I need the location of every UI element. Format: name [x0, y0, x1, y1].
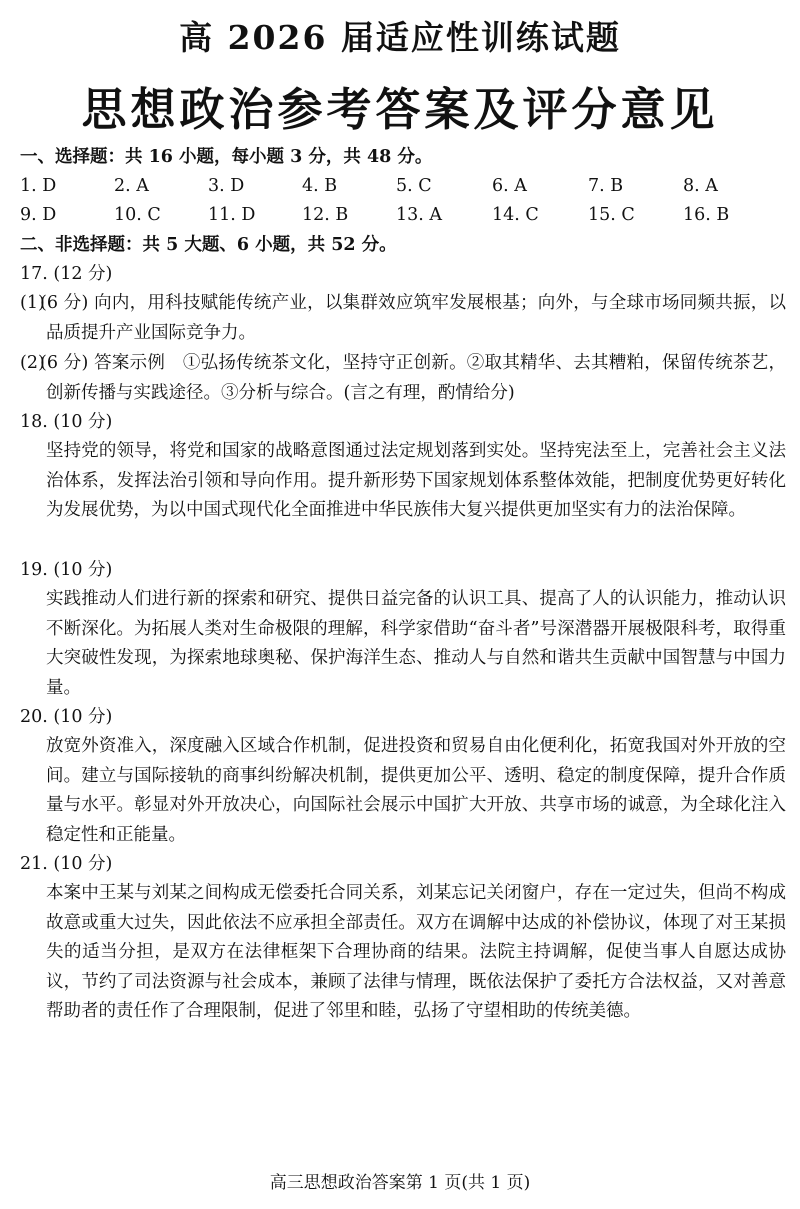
answer-item: 9. D — [20, 205, 57, 225]
q19-answer: 实践推动人们进行新的探索和研究、提供日益完备的认识工具、提高了人的认识能力，推动认识不断深化。为拓展人类对生命极限的理解，科学家借助“奋斗者”号深潜器开展极限科考，取得重大突破性发现，为探索地球奥秘、保护海洋生态、推动人与自然和谐共生贡献中国智慧与中国力量。 — [46, 589, 786, 698]
q21-label: 21. (10 分) — [20, 854, 113, 874]
q17-part1-text: (6 分) 向内，用科技赋能传统产业，以集群效应筑牢发展根基；向外，与全球市场同频共振，以品质提升产业国际竞争力。 — [40, 293, 786, 343]
answer-item: 11. D — [208, 205, 256, 225]
q17-part2-text: (6 分) 答案示例 ①弘扬传统茶文化，坚持守正创新。②取其精华、去其糟粕，保留传统茶艺，创新传播与实践途径。③分析与综合。(言之有理，酌情给分) — [40, 353, 786, 403]
answer-item: 1. D — [20, 176, 57, 196]
q17-part2-number: (2) — [20, 353, 45, 373]
q19-label: 19. (10 分) — [20, 560, 113, 580]
q17-part2 — [20, 349, 786, 408]
answer-item: 15. C — [588, 205, 635, 225]
q20-label: 20. (10 分) — [20, 707, 113, 727]
answer-item: 8. A — [683, 176, 718, 196]
answer-item: 12. B — [302, 205, 349, 225]
answer-item: 13. A — [396, 205, 443, 225]
answer-item: 14. C — [492, 205, 539, 225]
answer-item: 4. B — [302, 176, 338, 196]
section2-heading: 二、非选择题：共 5 大题、6 小题，共 52 分。 — [20, 235, 397, 255]
answer-item: 10. C — [114, 205, 161, 225]
section1-heading: 一、选择题：共 16 小题，每小题 3 分，共 48 分。 — [20, 147, 433, 167]
answer-item: 2. A — [114, 176, 149, 196]
answer-item: 5. C — [396, 176, 432, 196]
answer-item: 7. B — [588, 176, 624, 196]
q20-answer: 放宽外资准入，深度融入区域合作机制，促进投资和贸易自由化便利化，拓宽我国对外开放的空间。建立与国际接轨的商事纠纷解决机制，提供更加公平、透明、稳定的制度保障，提升合作质量与水平。彰显对外开放决心，向国际社会展示中国扩大开放、共享市场的诚意，为全球化注入稳定性和正能量。 — [46, 736, 786, 845]
q17-part1 — [20, 289, 786, 348]
q17-part1-number: (1) — [20, 293, 45, 313]
q17-label: 17. (12 分) — [20, 264, 113, 284]
answer-item: 3. D — [208, 176, 245, 196]
answer-key-title: 思想政治参考答案及评分意见 — [81, 83, 719, 136]
q18-label: 18. (10 分) — [20, 412, 113, 432]
q21-answer: 本案中王某与刘某之间构成无偿委托合同关系，刘某忘记关闭窗户，存在一定过失，但尚不构成故意或重大过失，因此依法不应承担全部责任。双方在调解中达成的补偿协议，体现了对王某损失的适当分担，是双方在法律框架下合理协商的结果。法院主持调解，促使当事人自愿达成协议，节约了司法资源与社会成本，兼顾了法律与情理，既依法保护了委托方合法权益，又对善意帮助者的责任作了合理限制，促进了邻里和睦，弘扬了守望相助的传统美德。 — [46, 883, 786, 1021]
page-footer: 高三思想政治答案第 1 页(共 1 页) — [269, 1173, 531, 1193]
q18-answer: 坚持党的领导，将党和国家的战略意图通过法定规划落到实处。坚持宪法至上，完善社会主义法治体系，发挥法治引领和导向作用。提升新形势下国家规划体系整体效能，把制度优势更好转化为发展优势，为以中国式现代化全面推进中华民族伟大复兴提供更加坚实有力的法治保障。 — [46, 441, 786, 520]
answer-item: 6. A — [492, 176, 527, 196]
exam-title: 高 2026 届适应性训练试题 — [179, 18, 621, 57]
answer-item: 16. B — [683, 205, 730, 225]
